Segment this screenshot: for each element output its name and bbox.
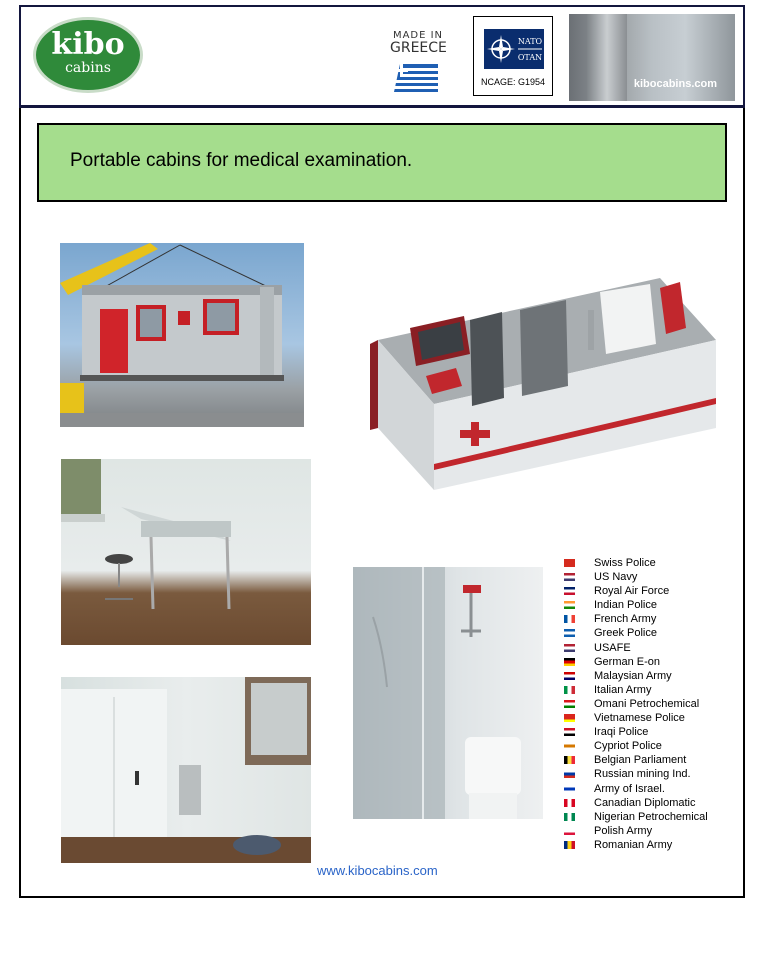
cyprus-flag-icon xyxy=(564,742,575,750)
greece-flag-icon xyxy=(564,629,575,637)
client-row xyxy=(564,767,724,781)
client-label: Royal Air Force xyxy=(594,585,670,598)
client-row xyxy=(564,796,724,810)
shower-wc-photo xyxy=(353,567,543,819)
iraq-flag-icon xyxy=(564,728,575,736)
romania-flag-icon xyxy=(564,841,575,849)
usa-flag-icon xyxy=(564,573,575,581)
greek-flag-icon xyxy=(394,64,438,92)
client-row xyxy=(564,612,724,626)
made-in-text: MADE IN xyxy=(392,30,444,41)
client-label: Indian Police xyxy=(594,599,657,612)
uk-flag-icon xyxy=(564,587,575,595)
client-row xyxy=(564,711,724,725)
client-row xyxy=(564,641,724,655)
clients-list xyxy=(564,556,724,852)
made-in-greece-badge xyxy=(390,30,446,94)
france-flag-icon xyxy=(564,615,575,623)
client-label: Nigerian Petrochemical xyxy=(594,810,708,823)
client-label: Iraqi Police xyxy=(594,726,649,739)
client-label: US Navy xyxy=(594,571,638,584)
client-label: Italian Army xyxy=(594,683,652,696)
germany-flag-icon xyxy=(564,658,575,666)
client-row xyxy=(564,626,724,640)
client-label: Canadian Diplomatic xyxy=(594,796,696,809)
malaysia-flag-icon xyxy=(564,672,575,680)
italy-flag-icon xyxy=(564,686,575,694)
client-label: USAFE xyxy=(594,641,631,654)
client-row xyxy=(564,556,724,570)
cabin-crane-photo xyxy=(60,243,304,427)
ncage-code: NCAGE: G1954 xyxy=(480,77,546,87)
greece-text: GREECE xyxy=(390,40,447,56)
client-row xyxy=(564,683,724,697)
client-label: Romanian Army xyxy=(594,838,673,851)
client-row xyxy=(564,598,724,612)
client-label: Swiss Police xyxy=(594,557,656,569)
israel-flag-icon xyxy=(564,785,575,793)
client-label: Cypriot Police xyxy=(594,740,662,753)
client-row xyxy=(564,669,724,683)
examination-room-photo xyxy=(61,459,311,645)
russia-flag-icon xyxy=(564,770,575,778)
nigeria-flag-icon xyxy=(564,813,575,821)
client-label: Greek Police xyxy=(594,627,657,640)
switzerland-flag-icon xyxy=(564,559,575,567)
client-label: Omani Petrochemical xyxy=(594,697,700,710)
cabinet-room-photo xyxy=(61,677,311,863)
otan-label: OTAN xyxy=(517,53,543,62)
header-photo xyxy=(569,14,735,101)
usa-flag-icon xyxy=(564,644,575,652)
client-row xyxy=(564,782,724,796)
client-row xyxy=(564,838,724,852)
oman-flag-icon xyxy=(564,700,575,708)
logo-main-text: kibo xyxy=(51,27,125,62)
client-label: Malaysian Army xyxy=(594,669,672,682)
website-link[interactable]: www.kibocabins.com xyxy=(317,863,438,878)
client-label: Belgian Parliament xyxy=(594,754,687,767)
title-banner xyxy=(37,123,727,202)
page-title: Portable cabins for medical examination. xyxy=(70,150,413,171)
nato-emblem-icon xyxy=(484,29,544,69)
canada-flag-icon xyxy=(564,799,575,807)
client-label: Polish Army xyxy=(594,824,653,837)
client-label: Army of Israel. xyxy=(594,782,665,795)
client-row xyxy=(564,570,724,584)
logo-sub-text: cabins xyxy=(65,60,111,76)
photo-pole xyxy=(587,14,627,101)
client-row xyxy=(564,655,724,669)
vietnam-flag-icon xyxy=(564,714,575,722)
india-flag-icon xyxy=(564,601,575,609)
cabin-cutaway-diagram xyxy=(360,258,732,498)
client-row xyxy=(564,584,724,598)
client-row xyxy=(564,739,724,753)
client-row xyxy=(564,810,724,824)
client-label: German E-on xyxy=(594,655,661,668)
header-photo-caption: kibocabins.com xyxy=(633,78,717,90)
client-row xyxy=(564,824,724,838)
client-row xyxy=(564,697,724,711)
nato-label: NATO xyxy=(517,37,543,46)
client-label: French Army xyxy=(594,613,657,626)
client-label: Russian mining Ind. xyxy=(594,768,691,781)
kibo-logo xyxy=(33,17,143,93)
client-row xyxy=(564,753,724,767)
client-label: Vietnamese Police xyxy=(594,712,685,725)
client-row xyxy=(564,725,724,739)
nato-ncage-badge xyxy=(473,16,553,96)
belgium-flag-icon xyxy=(564,756,575,764)
poland-flag-icon xyxy=(564,827,575,835)
